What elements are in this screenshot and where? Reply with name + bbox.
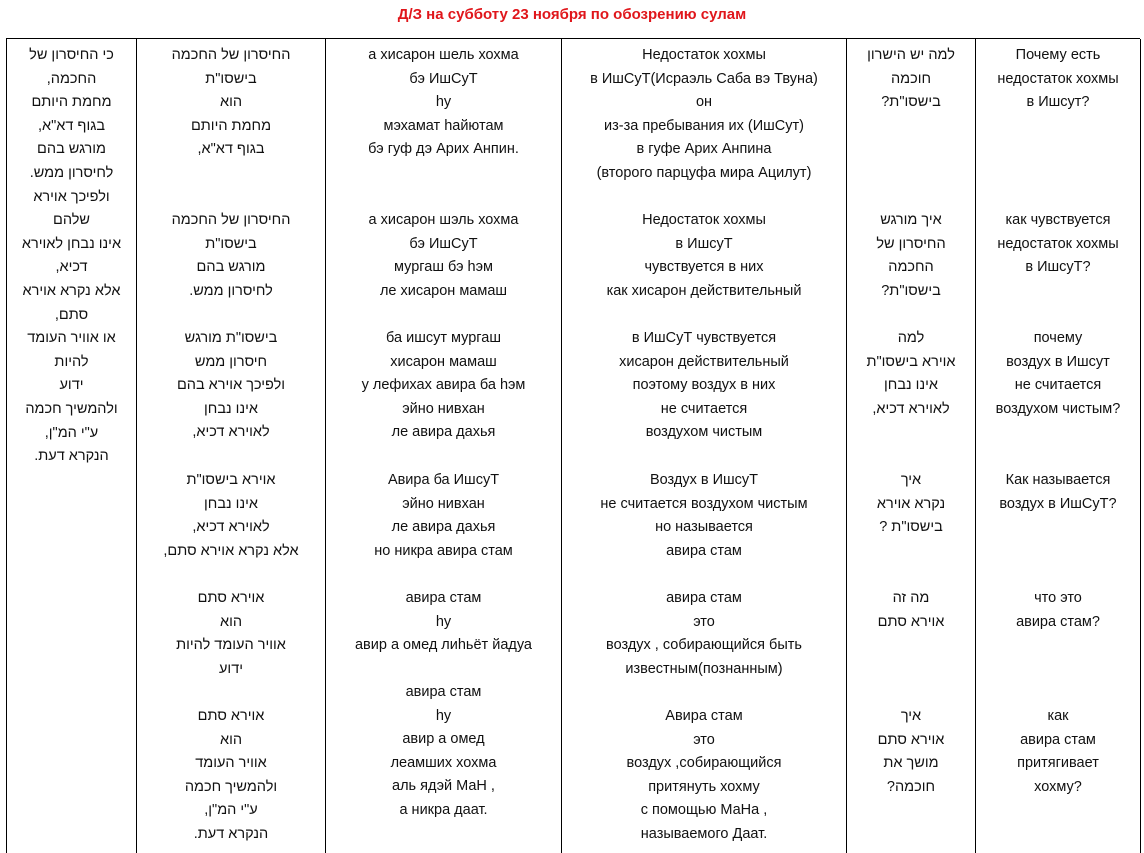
column-hebrew-parts [137, 39, 326, 853]
hebrew-question-5: מה זה אוירא סתם [877, 590, 945, 630]
russian-question-6: как авира стам притягивает хохму? [1017, 708, 1099, 795]
transliteration-6: авира стам hу авир а омед леамших хохма аль ядэй МаН , а никра даат. [390, 684, 497, 818]
russian-question-3: почему воздух в Ишсут не считается воздухом чистым? [995, 330, 1121, 417]
study-table [6, 38, 1140, 853]
transliteration-3: ба ишсут мургаш хисарон мамаш у лефихах авира ба hэм эйно нивхан ле авира дахья [361, 330, 526, 441]
hebrew-question-6: איך אוירא סתם מושך את חוכמה? [877, 708, 945, 795]
hebrew-part-4: אוירא בישסו"ת אינו נבחן לאוירא דכיא, אלא נקרא אוירא סתם, [163, 472, 299, 559]
column-translation [562, 39, 847, 853]
translation-5: авира стам это воздух , собирающийся быть известным(познанным) [606, 590, 802, 677]
hebrew-part-3: בישסו"ת מורגש חיסרון ממש ולפיכך אוירא בהם אינו נבחן לאוירא דכיא, [176, 330, 286, 441]
russian-question-4: Как называется воздух в ИшСуТ? [999, 472, 1117, 512]
column-russian-questions [976, 39, 1141, 853]
translation-6: Авира стам это воздух ,собирающийся притянуть хохму с помощью МаНа , называемого Даат. [626, 708, 782, 842]
hebrew-question-3: למה אוירא בישסו"ת אינו נבחן לאוירא דכיא, [866, 330, 956, 417]
page-title: Д/З на субботу 23 ноября по обозрению сулам [397, 6, 747, 23]
transliteration-1: а хисарон шель хохма бэ ИшСуТ hу мэхамат hайютам бэ гуф дэ Арих Анпин. [368, 47, 519, 158]
hebrew-part-2: החיסרון של החכמה בישסו"ת מורגש בהם לחיסרון ממש. [171, 212, 291, 299]
transliteration-5: авира стам hу авир а омед лиhьёт йадуа [354, 590, 532, 654]
hebrew-question-1: למה יש הישרון חוכמה בישסו"ת? [867, 47, 955, 111]
column-transliteration [326, 39, 562, 853]
column-hebrew-questions [847, 39, 976, 853]
russian-question-1: Почему есть недостаток хохмы в Ишсут? [997, 47, 1119, 111]
translation-3: в ИшСуТ чувствуется хисарон действительный поэтому воздух в них не считается воздухом чистым [619, 330, 789, 441]
hebrew-full-text: כי החיסרון של החכמה, מחמת היותם בגוף דא"א, מורגש בהם לחיסרון ממש. ולפיכך אוירא שלהם אינו נבחן לאוירא דכיא, אלא נקרא אוירא סתם, או אוויר העומד להיות ידוע ולהמשיך חכמה ע"י המ"ן, הנקרא דעת. [21, 47, 122, 465]
hebrew-part-5: אוירא סתם הוא אוויר העומד להיות ידוע [176, 590, 286, 677]
translation-2: Недостаток хохмы в ИшсуТ чувствуется в них как хисарон действительный [606, 212, 802, 299]
translation-1: Недостаток хохмы в ИшСуТ(Исраэль Саба вэ Твуна) он из-за пребывания их (ИшСут) в гуфе Арих Анпина (второго парцуфа мира Ацилут) [590, 47, 818, 181]
russian-question-2: как чувствуется недостаток хохмы в ИшсуТ? [997, 212, 1119, 276]
translation-4: Воздух в ИшсуТ не считается воздухом чистым но называется авира стам [600, 472, 808, 559]
hebrew-part-6: אוירא סתם הוא אוויר העומד ולהמשיך חכמה ע"י המ"ן, הנקרא דעת. [184, 708, 278, 842]
column-hebrew-full [7, 39, 137, 853]
russian-question-5: что это авира стам? [1016, 590, 1100, 630]
transliteration-4: Авира ба ИшсуТ эйно нивхан ле авира дахья но никра авира стам [374, 472, 513, 559]
transliteration-2: а хисарон шэль хохма бэ ИшСуТ мургаш бэ hэм ле хисарон мамаш [368, 212, 519, 299]
hebrew-question-2: איך מורגש החיסרון של החכמה בישסו"ת? [876, 212, 946, 299]
hebrew-part-1: החיסרון של החכמה בישסו"ת הוא מחמת היותם בגוף דא"א, [171, 47, 291, 158]
hebrew-question-4: איך נקרא אוירא בישסו"ת ? [876, 472, 946, 536]
